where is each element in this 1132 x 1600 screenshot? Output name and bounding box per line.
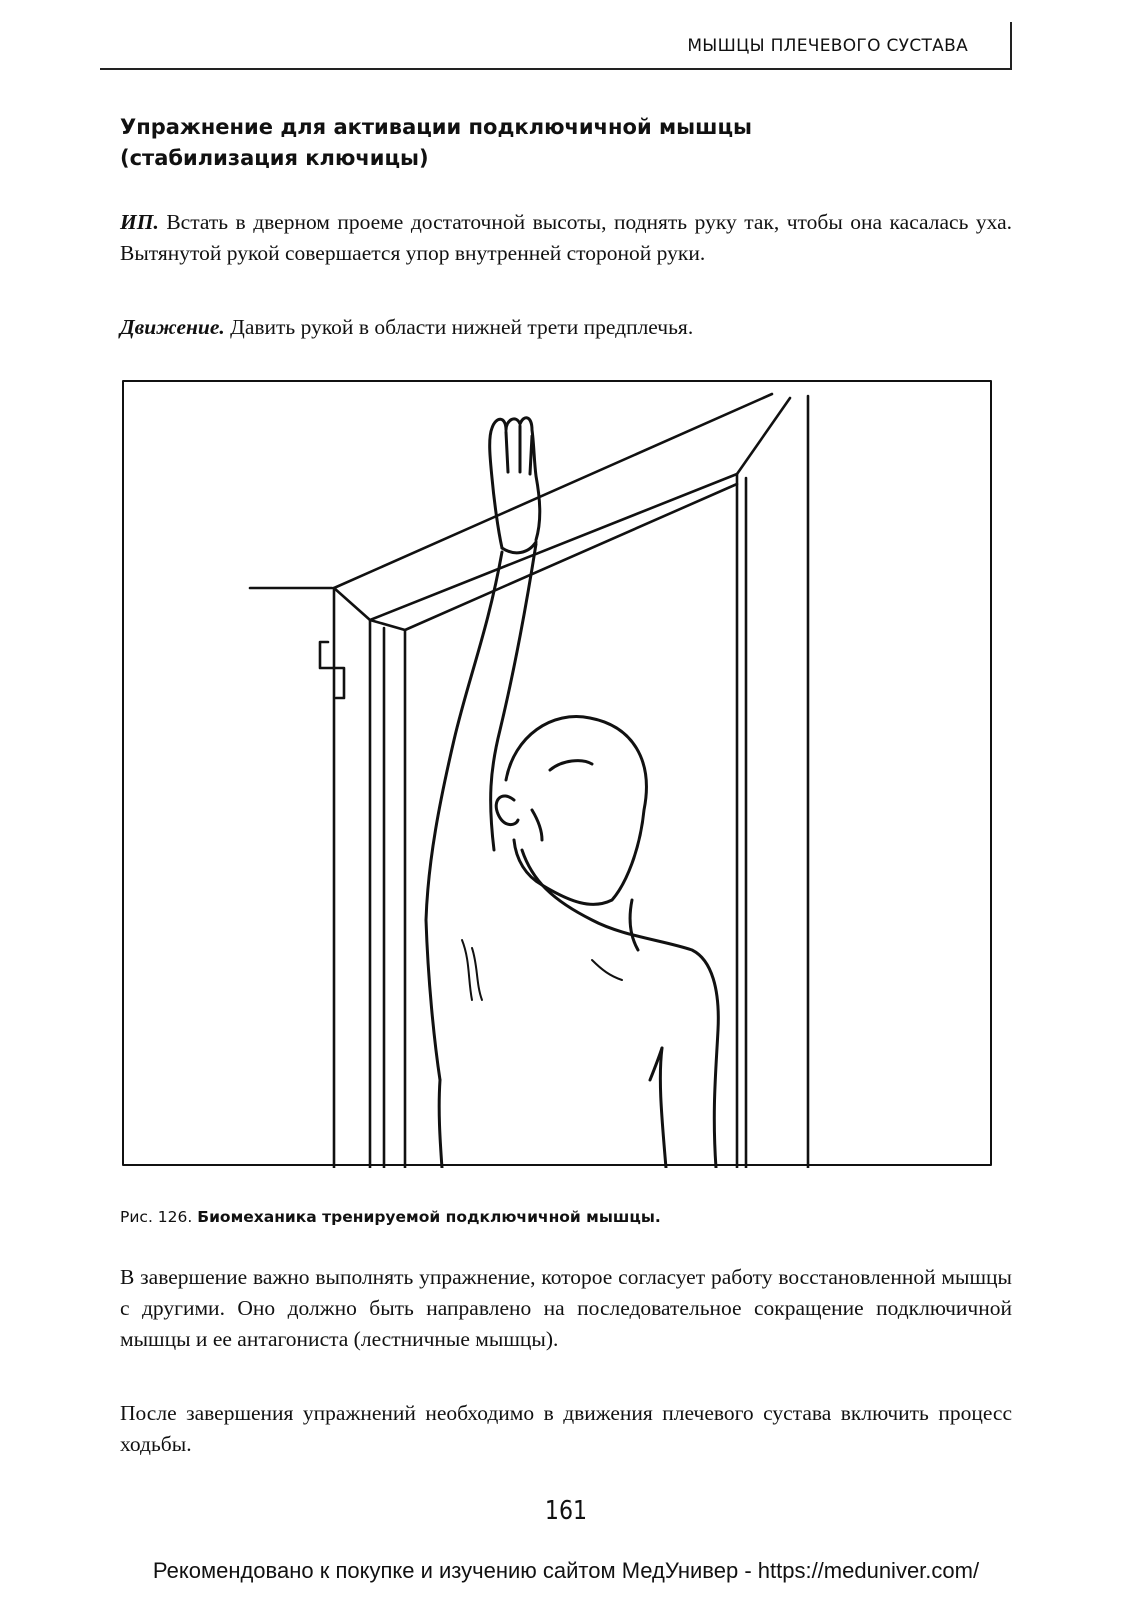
starting-position-label: ИП. [120, 210, 159, 234]
figure-caption [120, 1208, 1000, 1226]
person-drawing [426, 418, 718, 1168]
running-title: МЫШЦЫ ПЛЕЧЕВОГО СУСТАВА [687, 36, 968, 56]
exercise-illustration [122, 380, 1002, 1168]
running-header [100, 22, 1012, 70]
figure-caption-number: Рис. 126. [120, 1208, 193, 1226]
body-paragraph-1: В завершение важно выполнять упражнение, которое согласует работу восстановленной мышцы с другими. Оно должно быть направлено на последовательное сокращение подключичной мышцы и ее антагониста (лестничные мышцы). [120, 1265, 1012, 1351]
section-heading-line2: (стабилизация ключицы) [120, 146, 429, 170]
page-number: 161 [544, 1496, 588, 1526]
movement-paragraph [120, 312, 1012, 343]
figure-frame [123, 381, 991, 1165]
header-vertical-rule [1010, 22, 1012, 68]
section-heading-line1: Упражнение для активации подключичной мышцы [120, 115, 753, 139]
door-frame-drawing [250, 394, 808, 1168]
starting-position-paragraph [120, 207, 1012, 269]
watermark-text: Рекомендовано к покупке и изучению сайтом МедУнивер - https://meduniver.com/ [152, 1558, 980, 1583]
section-heading [120, 112, 1000, 174]
movement-text: Давить рукой в области нижней трети предплечья. [230, 315, 694, 339]
starting-position-text: Встать в дверном проеме достаточной высоты, поднять руку так, чтобы она касалась уха. Вытянутой рукой совершается упор внутренней стороной руки. [120, 210, 1013, 265]
body-paragraph-2: После завершения упражнений необходимо в движения плечевого сустава включить процесс ходьбы. [120, 1401, 1012, 1456]
movement-label: Движение. [120, 315, 225, 339]
figure-caption-title: Биомеханика тренируемой подключичной мышцы. [197, 1208, 661, 1226]
